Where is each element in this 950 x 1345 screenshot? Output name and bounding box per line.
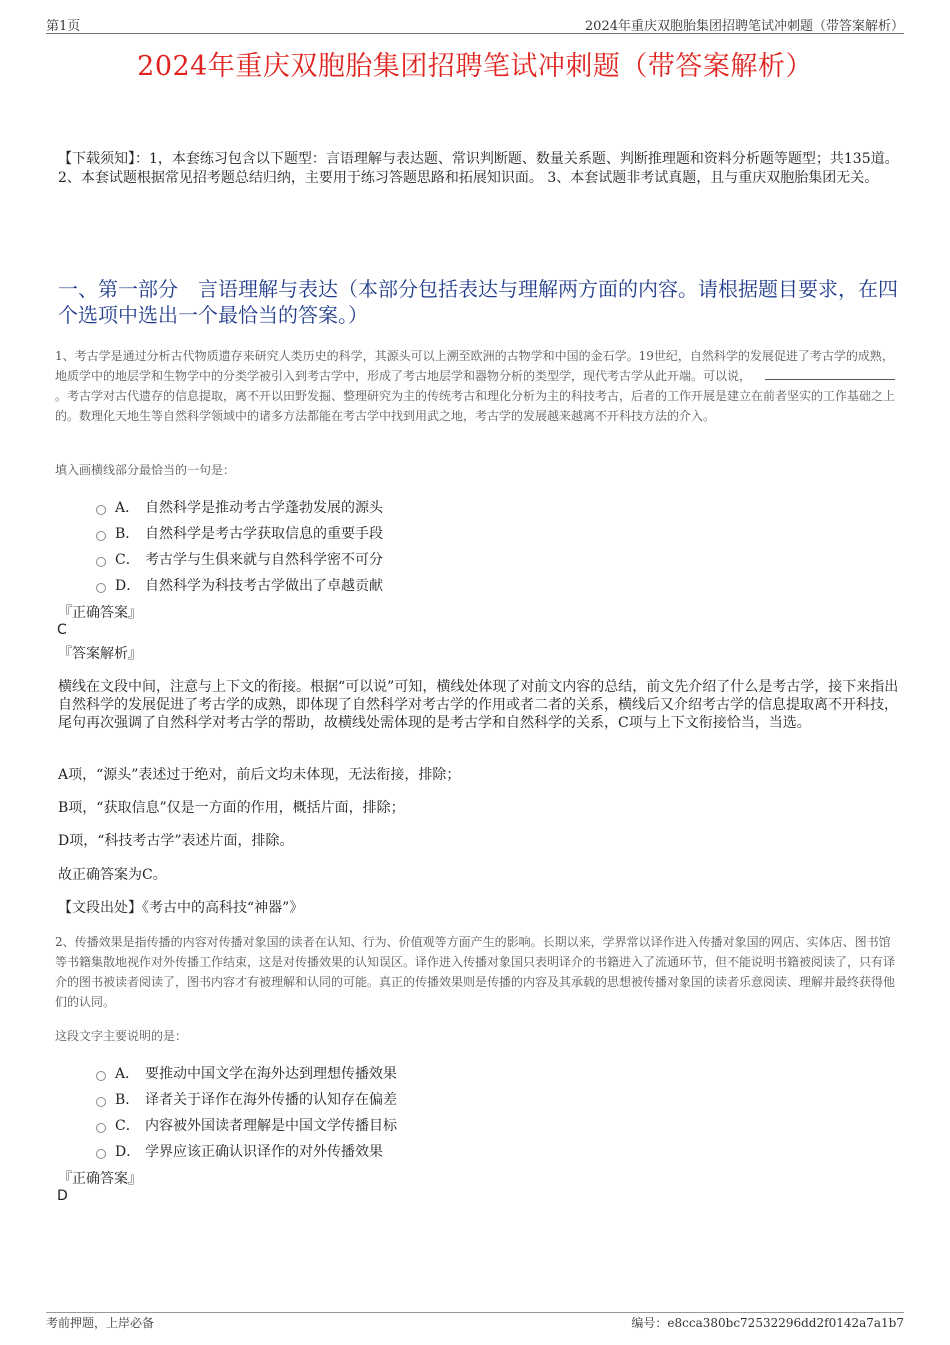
question-1-option-b[interactable] bbox=[96, 523, 383, 543]
radio-icon[interactable] bbox=[96, 1097, 106, 1107]
question-1-text bbox=[55, 346, 900, 426]
radio-icon[interactable] bbox=[96, 505, 106, 515]
option-letter: D． bbox=[115, 578, 141, 594]
header-divider bbox=[46, 33, 904, 34]
fill-blank bbox=[765, 367, 895, 380]
question-1-analysis-label: 『答案解析』 bbox=[58, 646, 142, 662]
footer-doc-id: 编号：e8cca380bc72532296dd2f0142a7a1b7 bbox=[631, 1316, 904, 1330]
question-2-answer-label: 『正确答案』 bbox=[58, 1171, 142, 1187]
option-letter: B． bbox=[115, 526, 140, 542]
option-text: 内容被外国读者理解是中国文学传播目标 bbox=[145, 1118, 397, 1134]
question-1-text-before: 1、考古学是通过分析古代物质遗存来研究人类历史的科学，其源头可以上溯至欧洲的古物学和中国的金石学。19世纪，自然科学的发展促进了考古学的成熟，地质学中的地层学和生物学中的分类学被引入到考古学中，形成了考古地层学和器物分析的类型学，现代考古学从此开端。可以说， bbox=[55, 349, 894, 383]
option-text: 学界应该正确认识译作的对外传播效果 bbox=[145, 1144, 383, 1160]
option-text: 考古学与生俱来就与自然科学密不可分 bbox=[145, 552, 383, 568]
question-2-prompt: 这段文字主要说明的是： bbox=[55, 1029, 188, 1043]
option-letter: C． bbox=[115, 1118, 140, 1134]
radio-icon[interactable] bbox=[96, 583, 106, 593]
question-1-prompt: 填入画横线部分最恰当的一句是： bbox=[55, 463, 236, 477]
option-text: 自然科学为科技考古学做出了卓越贡献 bbox=[145, 578, 383, 594]
option-letter: A． bbox=[115, 1066, 140, 1082]
download-notice: 【下载须知】：1，本套练习包含以下题型：言语理解与表达题、常识判断题、数量关系题、判断推理题和资料分析题等题型；共135道。 2、本套试题根据常见招考题总结归纳，主要用于练习答题思路和拓展知识面。 3、本套试题非考试真题，且与重庆双胞胎集团无关。 bbox=[58, 151, 899, 186]
question-1-answer-label: 『正确答案』 bbox=[58, 605, 142, 621]
radio-icon[interactable] bbox=[96, 1123, 106, 1133]
option-letter: B． bbox=[115, 1092, 140, 1108]
question-2-answer: D bbox=[57, 1188, 68, 1204]
section-title: 一、第一部分 言语理解与表达（本部分包括表达与理解两方面的内容。请根据题目要求，在四个选项中选出一个最恰当的答案。） bbox=[58, 277, 898, 327]
option-text: 要推动中国文学在海外达到理想传播效果 bbox=[145, 1066, 397, 1082]
analysis-paragraph: 横线在文段中间，注意与上下文的衔接。根据“可以说”可知，横线处体现了对前文内容的总结，前文先介绍了什么是考古学，接下来指出自然科学的发展促进了考古学的成熟，即体现了自然科学对考古学的作用或者二者的关系，横线后又介绍考古学的信息提取离不开科技，尾句再次强调了自然科学对考古学的帮助，故横线处需体现的是考古学和自然科学的关系，C项与上下文衔接恰当，当选。 bbox=[58, 679, 899, 731]
option-letter: D． bbox=[115, 1144, 141, 1160]
option-text: 译者关于译作在海外传播的认知存在偏差 bbox=[145, 1092, 397, 1108]
analysis-conclusion: 故正确答案为C。 bbox=[58, 867, 167, 883]
option-letter: C． bbox=[115, 552, 140, 568]
footer-slogan: 考前押题，上岸必备 bbox=[46, 1316, 155, 1330]
option-text: 自然科学是推动考古学蓬勃发展的源头 bbox=[145, 500, 383, 516]
question-2-option-b[interactable] bbox=[96, 1089, 397, 1109]
analysis-option-b: B项，“获取信息”仅是一方面的作用，概括片面，排除； bbox=[58, 800, 405, 816]
option-letter: A． bbox=[115, 500, 140, 516]
question-1-answer: C bbox=[57, 622, 67, 638]
analysis-option-d: D项，“科技考古学”表述片面，排除。 bbox=[58, 833, 294, 849]
page-number: 第1页 bbox=[46, 19, 81, 34]
question-2-option-a[interactable] bbox=[96, 1063, 397, 1083]
radio-icon[interactable] bbox=[96, 1071, 106, 1081]
radio-icon[interactable] bbox=[96, 531, 106, 541]
question-1-option-c[interactable] bbox=[96, 549, 383, 569]
question-2-text: 2、传播效果是指传播的内容对传播对象国的读者在认知、行为、价值观等方面产生的影响。长期以来，学界常以译作进入传播对象国的网店、实体店、图书馆等书籍集散地视作对外传播工作结束，这是对传播效果的认知误区。译作进入传播对象国只表明译介的书籍进入了流通环节，但不能说明书籍被阅读了，只有译介的图书被读者阅读了，图书内容才有被理解和认同的可能。真正的传播效果则是传播的内容及其承载的思想被传播对象国的读者乐意阅读、理解并最终获得他们的认同。 bbox=[55, 935, 896, 1009]
header-doc-title: 2024年重庆双胞胎集团招聘笔试冲刺题（带答案解析） bbox=[584, 19, 904, 34]
radio-icon[interactable] bbox=[96, 557, 106, 567]
question-1-text-after: 。考古学对古代遗存的信息提取，离不开以田野发掘、整理研究为主的传统考古和理化分析为主的科技考古，后者的工作开展是建立在前者坚实的工作基础之上的。数理化天地生等自然科学领域中的诸多方法都能在考古学中找到用武之地，考古学的发展越来越离不开科技方法的介入。 bbox=[55, 389, 896, 423]
option-text: 自然科学是考古学获取信息的重要手段 bbox=[145, 526, 383, 542]
analysis-option-a: A项，“源头”表述过于绝对，前后文均未体现，无法衔接，排除； bbox=[58, 767, 461, 783]
footer-divider bbox=[46, 1312, 904, 1313]
question-1-source: 【文段出处】《考古中的高科技“神器”》 bbox=[58, 900, 304, 916]
question-2-option-d[interactable] bbox=[96, 1141, 383, 1161]
question-2-option-c[interactable] bbox=[96, 1115, 397, 1135]
document-title: 2024年重庆双胞胎集团招聘笔试冲刺题（带答案解析） bbox=[137, 51, 813, 82]
question-1-option-a[interactable] bbox=[96, 497, 383, 517]
radio-icon[interactable] bbox=[96, 1149, 106, 1159]
question-1-option-d[interactable] bbox=[96, 575, 383, 595]
